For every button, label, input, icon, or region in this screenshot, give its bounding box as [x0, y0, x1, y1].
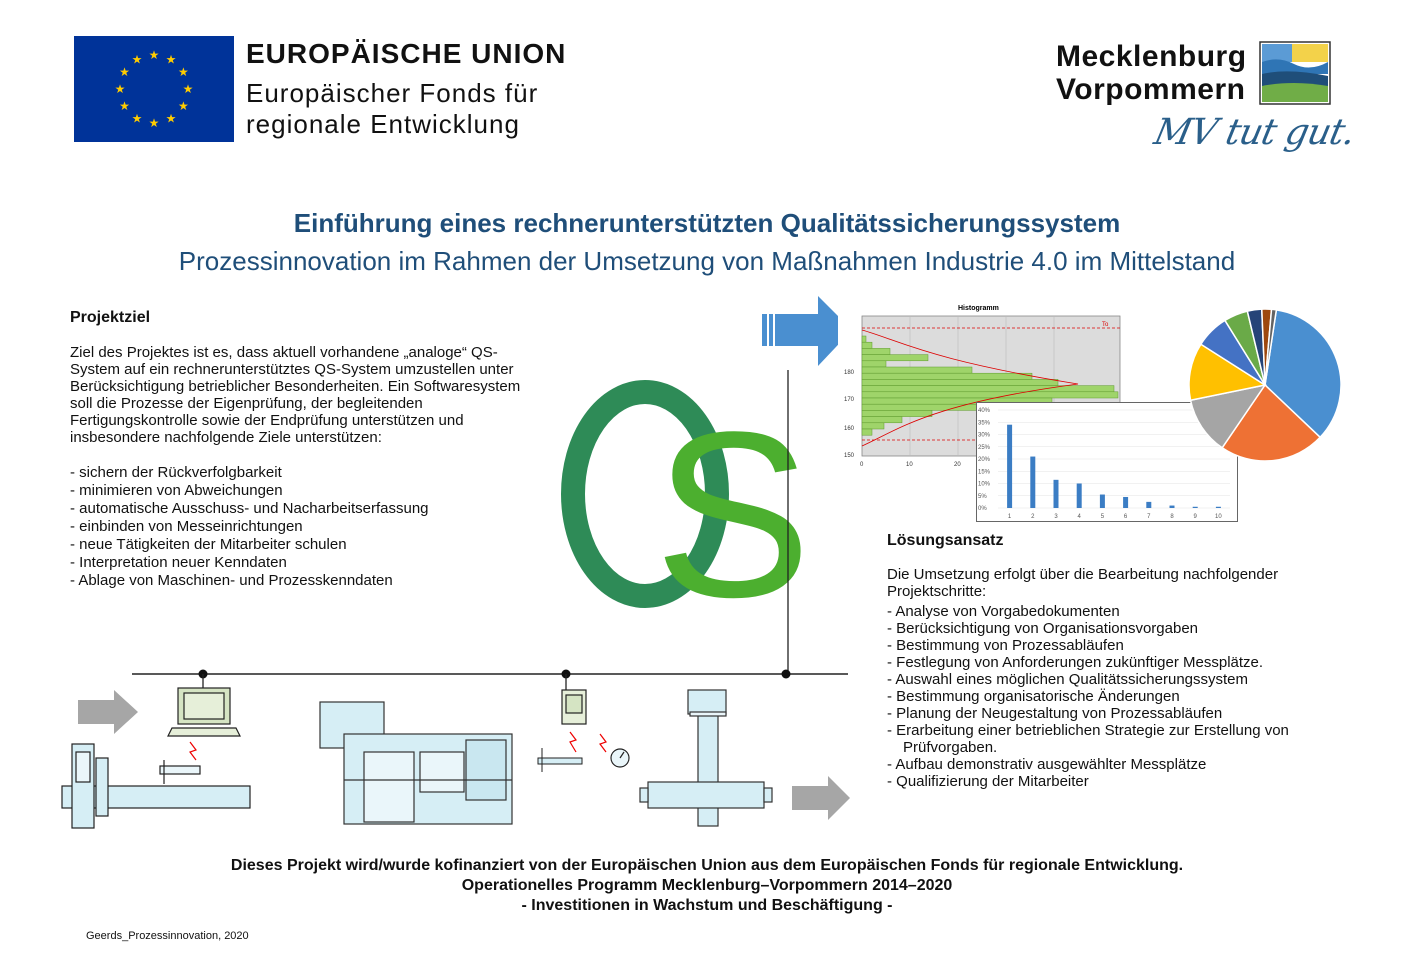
eu-title: EUROPÄISCHE UNION	[246, 38, 567, 69]
histogram-bar	[862, 336, 866, 342]
footer-line3: - Investitionen in Wachstum und Beschäftigung -	[521, 897, 893, 914]
histogram-bar	[862, 348, 890, 354]
footer-line2: Operationelles Programm Mecklenburg–Vorpommern 2014–2020	[461, 877, 953, 894]
star-icon: ★	[119, 65, 130, 79]
list-item: - Auswahl eines möglichen Qualitätssicherungssystem	[887, 671, 1249, 688]
footer	[0, 856, 1414, 916]
histogram-bar	[862, 404, 992, 410]
page-title: Einführung eines rechnerunterstützten Qualitätssicherungssystem	[293, 208, 1121, 238]
bar-mark	[1170, 506, 1175, 508]
hist-x-tick: 0	[860, 462, 864, 468]
bar-mark	[1123, 497, 1128, 508]
list-item: - automatische Ausschuss- und Nacharbeitserfassung	[70, 500, 429, 517]
signal-icon	[600, 734, 606, 752]
bar-mark	[1100, 495, 1105, 508]
hist-y-tick: 150	[844, 453, 855, 459]
qs-logo-s: S	[654, 383, 812, 647]
bar-x-tick: 4	[1077, 514, 1081, 520]
list-item: - Ablage von Maschinen- und Prozesskenndaten	[70, 572, 393, 589]
credit: Geerds_Prozessinnovation, 2020	[86, 930, 249, 942]
histogram-bar	[862, 429, 872, 435]
machine-3-icon	[640, 690, 772, 826]
bar-x-tick: 7	[1147, 514, 1151, 520]
list-item: - neue Tätigkeiten der Mitarbeiter schulen	[70, 536, 347, 553]
histogram-bar	[862, 417, 902, 423]
bar-y-tick: 5%	[978, 493, 987, 500]
projektziel-heading: Projektziel	[70, 309, 151, 326]
star-icon: ★	[178, 65, 189, 79]
bar-x-tick: 8	[1170, 514, 1174, 520]
bar-mark	[1054, 480, 1059, 508]
list-item: - Aufbau demonstrativ ausgewählter Messplätze	[887, 756, 1207, 773]
star-icon: ★	[119, 99, 130, 113]
bar-x-tick: 1	[1007, 514, 1012, 520]
bar-y-tick: 30%	[978, 432, 991, 439]
list-item: Prüfvorgaben.	[903, 739, 998, 756]
eu-subtitle-line1: Europäischer Fonds für	[246, 78, 539, 108]
footer-line1: Dieses Projekt wird/wurde kofinanziert von der Europäischen Union aus dem Europäischen Fonds für regionale Entwicklung.	[230, 857, 1184, 874]
bar-x-tick: 5	[1100, 514, 1105, 520]
tablet-icon	[562, 690, 586, 724]
list-item: - Analyse von Vorgabedokumenten	[887, 603, 1120, 620]
bar-y-tick: 25%	[978, 444, 991, 451]
star-icon: ★	[165, 52, 177, 67]
signal-icon	[190, 742, 196, 760]
histogram-bar	[862, 386, 1114, 392]
network-node	[782, 670, 791, 679]
machine-2-icon	[320, 702, 512, 824]
hist-y-tick: 160	[844, 426, 855, 432]
bar-y-tick: 10%	[978, 481, 991, 488]
bar-mark	[1216, 507, 1221, 508]
to-label: To	[1102, 322, 1109, 328]
mv-line1: Mecklenburg	[1056, 40, 1247, 73]
bar-mark	[1146, 502, 1151, 508]
histogram-bar	[862, 379, 1058, 385]
histogram-bar	[862, 355, 928, 361]
bar-x-tick: 9	[1193, 514, 1197, 520]
list-item: - einbinden von Messeinrichtungen	[70, 518, 303, 535]
histogram-bar	[862, 373, 1032, 379]
mv-line2: Vorpommern	[1056, 73, 1246, 106]
list-item: - Bestimmung organisatorische Änderungen	[887, 688, 1180, 705]
gray-arrow-in-icon	[78, 690, 138, 734]
list-item: - Berücksichtigung von Organisationsvorgaben	[887, 620, 1199, 637]
histogram-bar	[862, 361, 886, 367]
histogram-bar	[862, 392, 1118, 398]
bar-x-tick: 3	[1054, 514, 1058, 520]
hist-y-tick: 170	[844, 397, 855, 403]
star-icon: ★	[182, 82, 194, 96]
bar-mark	[1193, 507, 1198, 508]
list-item: - Erarbeitung einer betrieblichen Strategie zur Erstellung von	[887, 722, 1289, 739]
gray-arrow-out-icon	[792, 776, 850, 820]
star-icon: ★	[148, 116, 160, 130]
histogram-bar	[862, 342, 872, 348]
projektziel-text: Ziel des Projektes ist es, dass aktuell vorhandene „analoge“ QS-System auf ein rechnerunterstütztes QS-System umzustellen unter Berücksichtigung betrieblicher Besonderheiten. Ein Softwaresystem soll die Prozesse der Eigenprüfung, der begleitenden Fertigungskontrolle sowie der Endprüfung unterstützen und insbesondere nachfolgende Ziele unterstützen:	[70, 344, 521, 446]
bar-y-tick: 0%	[978, 506, 987, 512]
star-icon: ★	[131, 111, 143, 126]
hist-x-tick: 10	[906, 462, 913, 468]
loesungsansatz-list	[887, 603, 1357, 790]
star-icon: ★	[114, 82, 126, 96]
computer-icon	[168, 688, 240, 736]
list-item: - Festlegung von Anforderungen zukünftiger Messplätze.	[887, 654, 1264, 671]
hist-x-tick: 20	[954, 462, 961, 468]
histogram-bar	[862, 367, 972, 373]
list-item: - Qualifizierung der Mitarbeiter	[887, 773, 1089, 790]
bar-x-tick: 2	[1031, 514, 1035, 520]
bar-mark	[1030, 457, 1035, 508]
mv-slogan: MV tut gut.	[1150, 112, 1359, 153]
list-item: - Bestimmung von Prozessabläufen	[887, 637, 1124, 654]
eu-subtitle-line2: regionale Entwicklung	[246, 109, 520, 139]
bar-y-tick: 15%	[978, 469, 991, 476]
pie-chart	[1186, 306, 1344, 464]
loesungsansatz-heading: Lösungsansatz	[887, 532, 1004, 549]
star-icon: ★	[131, 52, 143, 67]
star-icon: ★	[165, 111, 177, 126]
dial-gauge-icon	[611, 749, 629, 767]
bar-y-tick: 20%	[978, 457, 991, 463]
bar-x-tick: 10	[1215, 514, 1222, 520]
star-icon: ★	[178, 99, 189, 113]
bar-x-tick: 6	[1123, 514, 1128, 520]
histogram-bar	[862, 410, 932, 416]
bar-mark	[1077, 484, 1082, 509]
hist-y-tick: 180	[844, 370, 855, 376]
histogram-title: Histogramm	[958, 305, 999, 312]
signal-icon	[570, 732, 576, 752]
bar-y-tick: 35%	[978, 420, 991, 427]
list-item: - sichern der Rückverfolgbarkeit	[70, 464, 282, 481]
histogram-bar	[862, 423, 884, 429]
list-item: - Interpretation neuer Kenndaten	[70, 554, 287, 571]
machine-1-icon	[62, 744, 250, 828]
page-subtitle: Prozessinnovation im Rahmen der Umsetzung von Maßnahmen Industrie 4.0 im Mittelstand	[178, 246, 1236, 276]
list-item: - minimieren von Abweichungen	[70, 482, 283, 499]
star-icon: ★	[148, 48, 160, 62]
bar-mark	[1007, 425, 1012, 508]
list-item: - Planung der Neugestaltung von Prozessabläufen	[887, 705, 1223, 722]
bar-y-tick: 40%	[978, 408, 991, 414]
loesungsansatz-text: Die Umsetzung erfolgt über die Bearbeitung nachfolgender Projektschritte:	[887, 566, 1279, 600]
